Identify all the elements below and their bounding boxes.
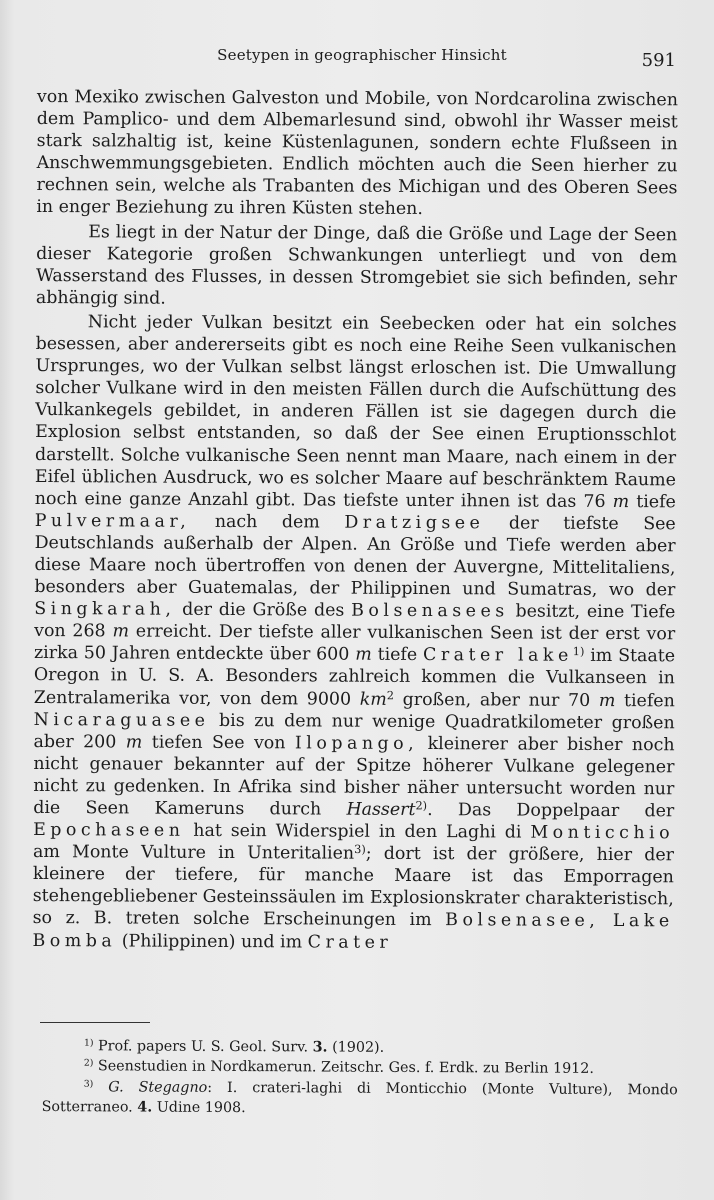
footnote-author: G. Stegagno: [108, 1079, 208, 1096]
lake-name-pulvermaar: Pulvermaar,: [34, 510, 191, 532]
text-run: kleinerer aber bisher noch nicht genauer bekannter auf der Spitze höherer Vulkane gelegener nicht zu gedenken. In Afrika sind bisher näher untersucht worden nur die Seen Kameruns durch: [33, 733, 675, 820]
lake-name-singkarah: Singkarah,: [34, 599, 176, 620]
text-run: am Monte Vulture in Unteritalien: [32, 842, 355, 864]
text-run: bis zu dem nur wenige Quadratkilometer großen aber 200: [33, 710, 675, 753]
text-run: hat sein Widerspiel in den Laghi di: [193, 820, 522, 843]
footnote-ref-1: 1): [572, 645, 585, 659]
footnote-volume: 3.: [312, 1039, 328, 1056]
main-text: [32, 86, 678, 955]
text-run: tiefe: [636, 491, 676, 513]
unit-km: km: [359, 689, 387, 710]
paragraph-1: von Mexiko zwischen Galveston und Mobile, von Nordcarolina zwischen dem Pamplico- und dem Albemarlesund sind, obwohl ihr Wasser meist stark salzhaltig ist, keine Küstenlagunen, sondern echte Flußseen in Anschwemmungsgebieten. Endlich möchten auch die Seen hierher zu rechnen sein, welche als Trabanten des Michigan und des Oberen Sees in enger Beziehung zu ihren Küsten stehen.: [36, 86, 678, 220]
text-run: der tiefste See Deutschlands außerhalb der Alpen. An Größe und Tiefe werden aber diese Maare noch übertroffen von denen der Auvergne, Mittelitaliens, besonders aber Guatemalas, der Philippinen und Sumatras, wo der: [34, 513, 676, 601]
lake-name-bolsenasee: Bolsenasee,: [445, 910, 600, 932]
footnote-year: (1902).: [332, 1039, 385, 1056]
footnote-ref-3: 3): [354, 843, 366, 857]
footnote-number: 1): [83, 1037, 94, 1049]
lake-name-epochaseen: Epochaseen: [33, 820, 185, 841]
footnotes: [42, 1036, 678, 1121]
footnote-text: Seenstudien in Nordkamerun. Zeitschr. Ges. f. Erdk. zu Berlin 1912.: [97, 1058, 594, 1078]
lake-name-dratzigsee: Dratzigsee: [344, 512, 485, 534]
unit-meter: m: [598, 690, 616, 711]
text-run: (Philippinen) und im: [121, 931, 303, 952]
lake-name-lake-bomba: Lake Bomba: [32, 911, 674, 951]
lake-name-nicaraguasee: Nicaraguasee: [33, 709, 210, 731]
text-run: ; dort ist der größere, hier der kleinere der tiefere, für manche Maare ist das Emporragen stehengebliebener Gesteinssäulen im Explosionskrater charakteristisch, so z. B. treten solche Erscheinungen im: [32, 843, 675, 931]
text-run: tiefe: [377, 645, 418, 666]
squared-mark: 2: [386, 688, 395, 702]
unit-meter: m: [125, 732, 143, 753]
text-run: erreicht. Der tiefste aller vulkanischen Seen ist der erst vor zirka 50 Jahren entdeckte über 600: [33, 621, 676, 665]
paragraph-3: [32, 311, 676, 955]
text-run: großen, aber nur 70: [402, 689, 591, 711]
author-hassert: Hassert: [346, 799, 416, 820]
footnote-text: Prof. papers U. S. Geol. Surv.: [97, 1038, 309, 1056]
footnote-ref-2: 2): [415, 799, 428, 813]
lake-name-crater: Crater: [307, 931, 393, 953]
text-run: besitzt, eine Tiefe von 268: [34, 601, 676, 642]
footnote-divider: [40, 1022, 150, 1023]
footnote-text: : I. crateri-laghi di Monticchio (Monte Vulture), Mondo Sotterraneo.: [41, 1079, 678, 1116]
text-run: . Das Doppelpaar der: [427, 800, 675, 822]
lake-name-ilopango: Ilopango,: [294, 733, 419, 754]
text-run: Nicht jeder Vulkan besitzt ein Seebecken oder hat ein solches besessen, aber andererseits gibt es noch eine Reihe Seen vulkanischen Ursprunges, wo der Vulkan selbst längst erloschen ist. Die Umwallung solcher Vulkane wird in den meisten Fällen durch die Aufschüttung des Vulkankegels gebildet, in anderen Fällen ist sie dagegen durch die Explosion selbst entstanden, so daß der See einen Eruptionsschlot darstellt. Solche vulkanische Seen nennt man Maare, nach einem in der Eifel üblichen Ausdruck, wo es solcher Maare auf beschränktem Raume noch eine ganze Anzahl gibt. Das tiefste unter ihnen ist das 76: [34, 312, 677, 512]
text-run: der die Größe des: [182, 599, 345, 621]
running-header: [0, 44, 714, 72]
footnote-number: 2): [83, 1057, 94, 1070]
unit-meter: m: [112, 621, 130, 642]
footnote-number: 3): [83, 1078, 94, 1090]
page-number: 591: [641, 50, 676, 71]
footnote-volume: 4.: [137, 1099, 153, 1116]
text-run: tiefen See von: [151, 732, 286, 754]
unit-meter: m: [355, 645, 372, 666]
text-run: nach dem: [214, 511, 320, 533]
text-run: im Staate Oregon in U. S. A. Besonders zahlreich kommen die Vulkanseen in Zentralamerika vor, von dem 9000: [33, 646, 676, 710]
lake-name-crater-lake: Crater lake: [423, 645, 573, 667]
lake-name-monticchio: Monticchio: [530, 822, 675, 844]
running-title: Seetypen in geographischer Hinsicht: [217, 46, 507, 64]
lake-name-bolsenasees: Bolsenasees: [351, 600, 509, 622]
unit-meter: m: [612, 491, 630, 512]
paragraph-2: Es liegt in der Natur der Dinge, daß die Größe und Lage der Seen dieser Kategorie großen Schwankungen unterliegt und von dem Wasserstand des Flusses, in dessen Stromgebiet sie sich befinden, sehr abhängig sind.: [35, 221, 678, 309]
footnote-place-year: Udine 1908.: [156, 1099, 246, 1117]
footnote-3: [42, 1077, 678, 1121]
text-run: tiefen: [623, 690, 675, 711]
